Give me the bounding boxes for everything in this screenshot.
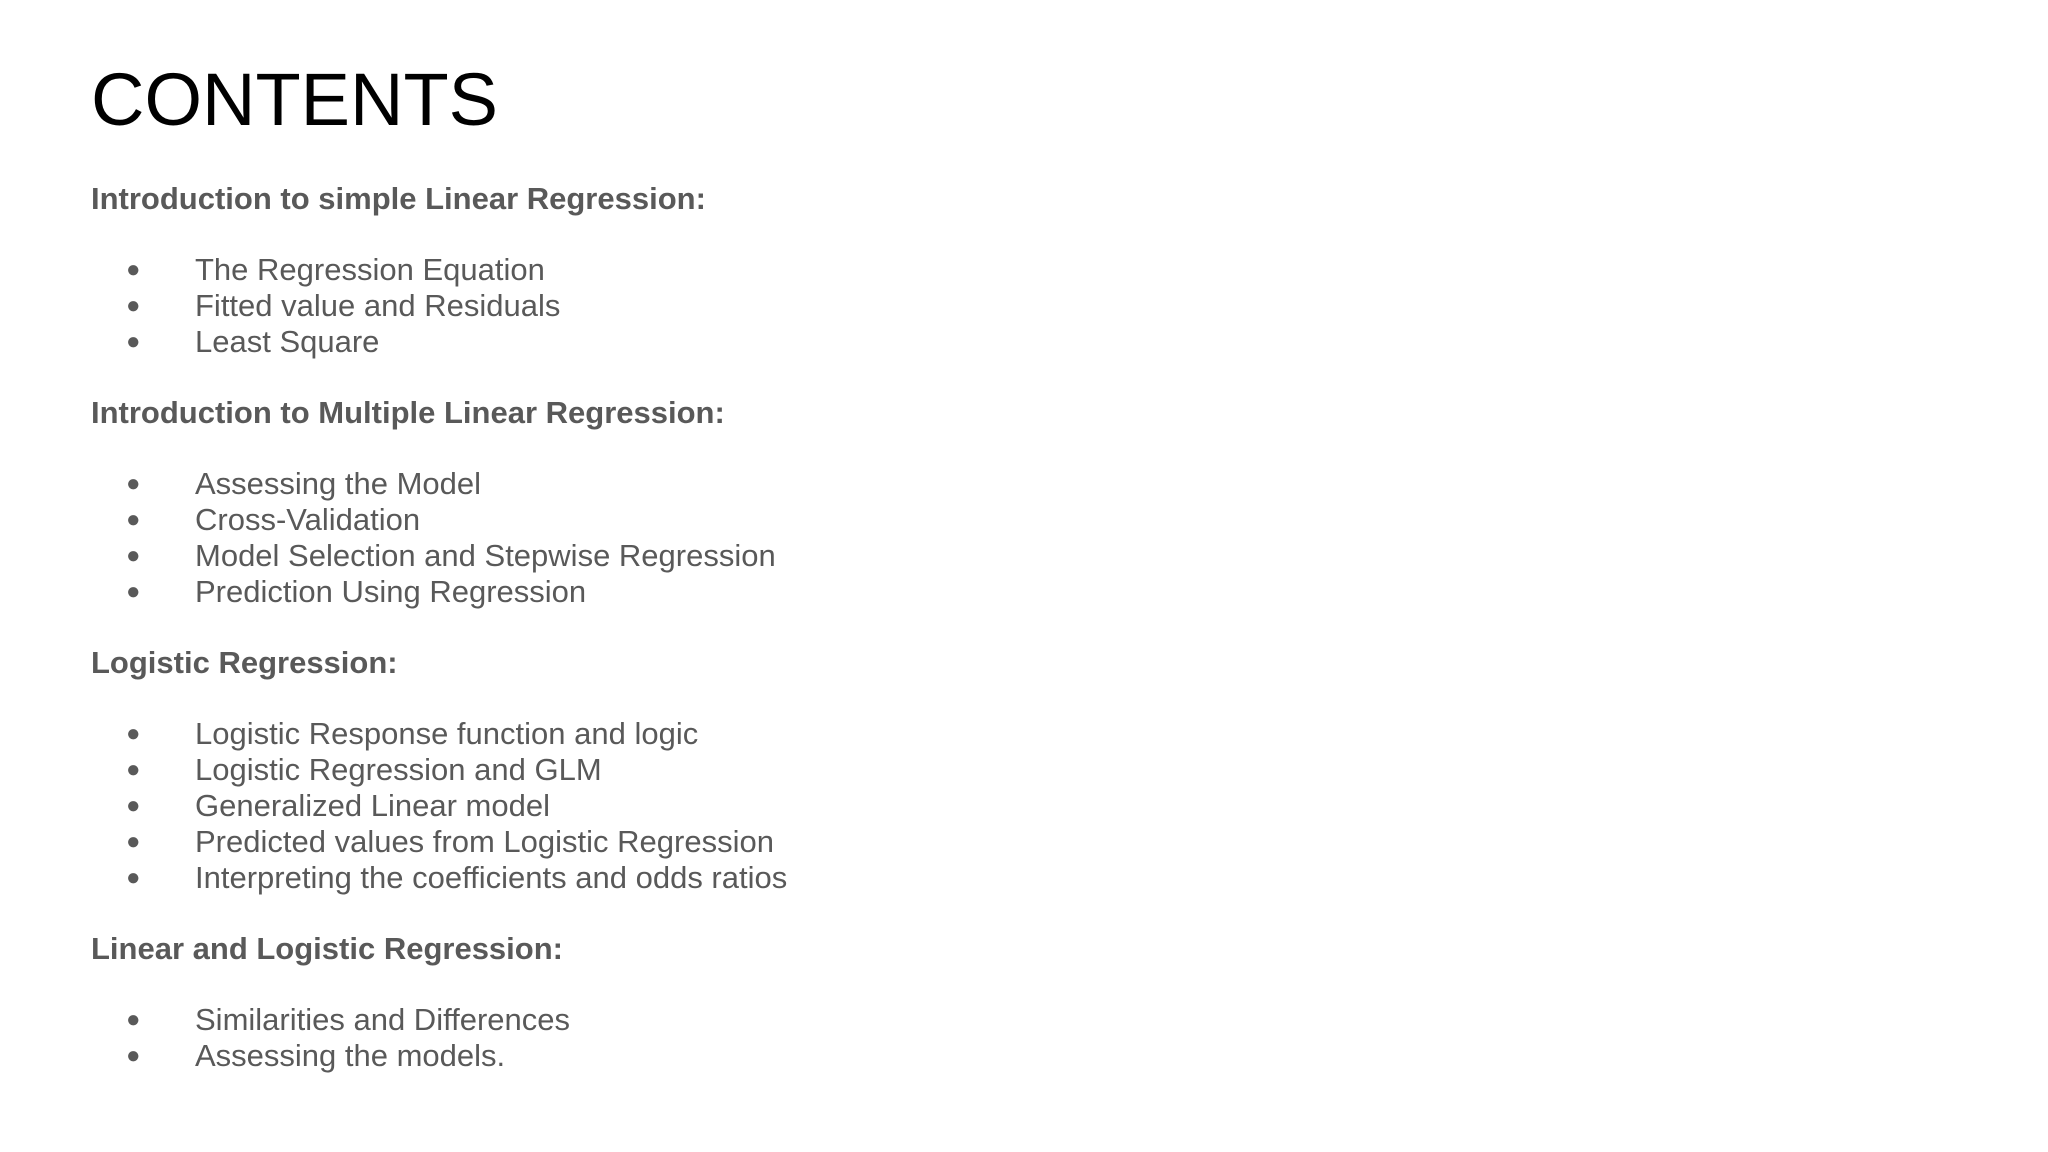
section-heading: Linear and Logistic Regression: bbox=[91, 931, 563, 966]
list-item bbox=[91, 324, 1291, 360]
section-logistic-regression bbox=[91, 645, 1291, 896]
bullet-icon: ● bbox=[126, 470, 141, 497]
list-item bbox=[91, 860, 1291, 896]
bullet-icon: ● bbox=[126, 328, 141, 355]
section-item-list bbox=[91, 252, 1291, 360]
bullet-icon: ● bbox=[126, 792, 141, 819]
list-item bbox=[91, 716, 1291, 752]
list-item bbox=[91, 502, 1291, 538]
list-item bbox=[91, 574, 1291, 610]
bullet-icon: ● bbox=[126, 506, 141, 533]
list-item-label: The Regression Equation bbox=[195, 252, 545, 287]
bullet-icon: ● bbox=[126, 828, 141, 855]
contents-body bbox=[91, 181, 1291, 1109]
section-simple-linear-regression bbox=[91, 181, 1291, 360]
list-item-label: Interpreting the coefficients and odds ratios bbox=[195, 860, 788, 895]
section-heading: Introduction to simple Linear Regression: bbox=[91, 181, 706, 216]
list-item bbox=[91, 752, 1291, 788]
bullet-icon: ● bbox=[126, 256, 141, 283]
list-item-label: Model Selection and Stepwise Regression bbox=[195, 538, 776, 573]
section-item-list bbox=[91, 1002, 1291, 1074]
list-item bbox=[91, 1002, 1291, 1038]
list-item-label: Logistic Regression and GLM bbox=[195, 752, 602, 787]
bullet-icon: ● bbox=[126, 578, 141, 605]
list-item bbox=[91, 538, 1291, 574]
bullet-icon: ● bbox=[126, 720, 141, 747]
list-item-label: Predicted values from Logistic Regression bbox=[195, 824, 774, 859]
list-item bbox=[91, 288, 1291, 324]
list-item-label: Logistic Response function and logic bbox=[195, 716, 699, 751]
list-item bbox=[91, 252, 1291, 288]
list-item-label: Assessing the models. bbox=[195, 1038, 506, 1073]
bullet-icon: ● bbox=[126, 756, 141, 783]
list-item-label: Least Square bbox=[195, 324, 380, 359]
section-multiple-linear-regression bbox=[91, 395, 1291, 610]
list-item bbox=[91, 788, 1291, 824]
page-title: CONTENTS bbox=[91, 58, 498, 141]
bullet-icon: ● bbox=[126, 542, 141, 569]
list-item bbox=[91, 466, 1291, 502]
bullet-icon: ● bbox=[126, 292, 141, 319]
list-item-label: Similarities and Differences bbox=[195, 1002, 571, 1037]
section-heading: Introduction to Multiple Linear Regression: bbox=[91, 395, 725, 430]
list-item bbox=[91, 1038, 1291, 1074]
list-item-label: Assessing the Model bbox=[195, 466, 482, 501]
list-item-label: Fitted value and Residuals bbox=[195, 288, 561, 323]
section-linear-and-logistic-regression bbox=[91, 931, 1291, 1074]
list-item-label: Generalized Linear model bbox=[195, 788, 550, 823]
section-item-list bbox=[91, 466, 1291, 610]
bullet-icon: ● bbox=[126, 1006, 141, 1033]
section-heading: Logistic Regression: bbox=[91, 645, 398, 680]
section-item-list bbox=[91, 716, 1291, 896]
bullet-icon: ● bbox=[126, 864, 141, 891]
list-item-label: Prediction Using Regression bbox=[195, 574, 587, 609]
list-item-label: Cross-Validation bbox=[195, 502, 421, 537]
list-item bbox=[91, 824, 1291, 860]
bullet-icon: ● bbox=[126, 1042, 141, 1069]
